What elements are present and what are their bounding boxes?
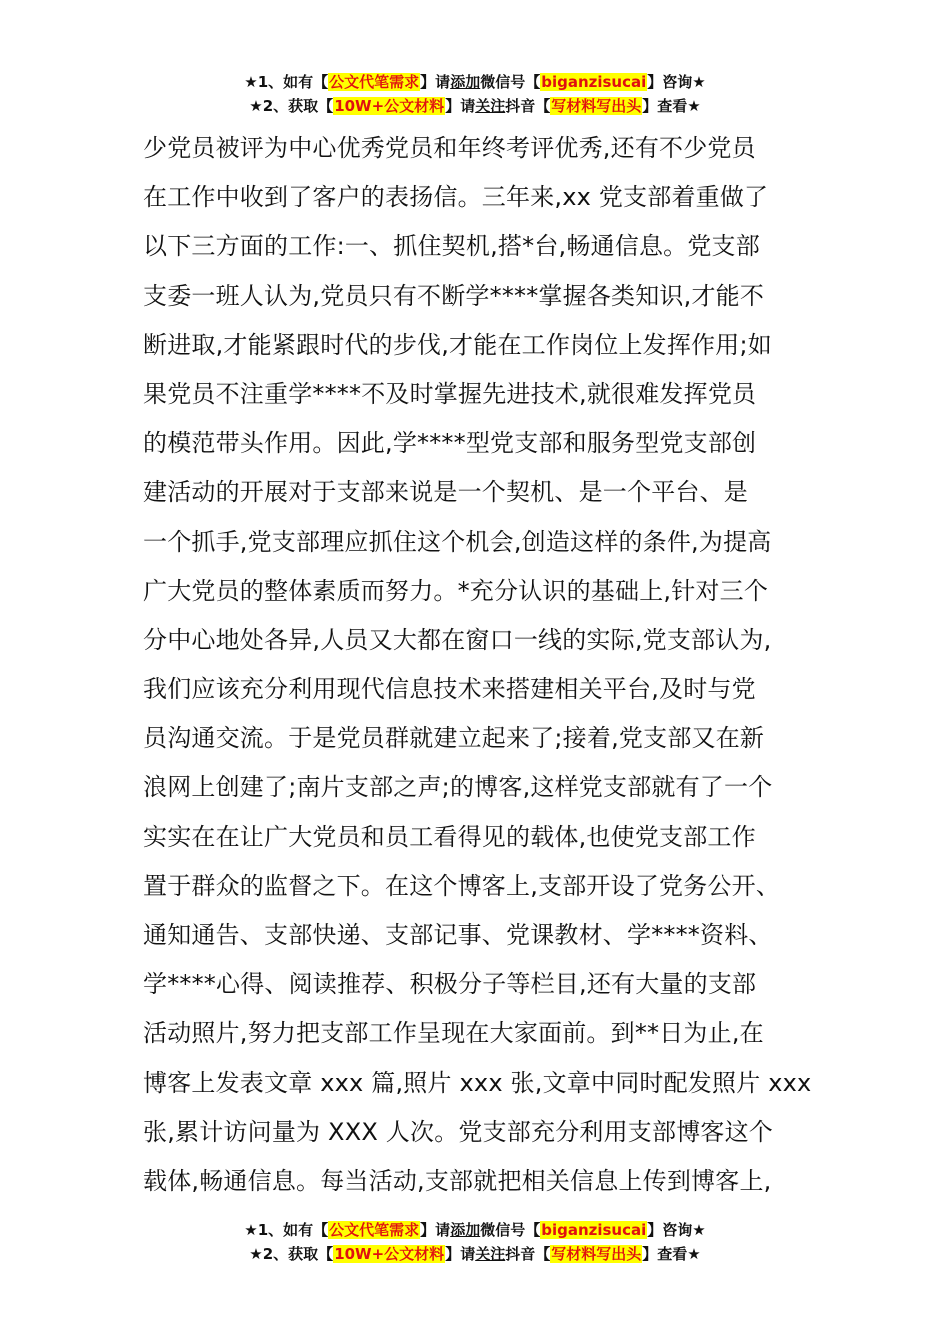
banner-text: 】咨询★ bbox=[647, 1221, 706, 1239]
body-line: 我们应该充分利用现代信息技术来搭建相关平台,及时与党 bbox=[143, 675, 756, 704]
banner-text: 抖音【 bbox=[505, 97, 551, 115]
highlight-douyin-account: 写材料写出头 bbox=[551, 97, 642, 115]
banner-text: ★1、如有【 bbox=[244, 73, 329, 91]
body-line: 载体,畅通信息。每当活动,支部就把相关信息上传到博客上, bbox=[143, 1166, 772, 1195]
body-line: 活动照片,努力把支部工作呈现在大家面前。到**日为止,在 bbox=[143, 1019, 764, 1048]
header-banner-line-1 bbox=[0, 70, 950, 94]
body-line: 通知通告、支部快递、支部记事、党课教材、学****资料、 bbox=[143, 921, 773, 949]
body-line: 员沟通交流。于是党员群就建立起来了;接着,党支部又在新 bbox=[143, 724, 765, 753]
banner-underlined-text: 添加 bbox=[450, 73, 481, 91]
highlight-service: 公文代笔需求 bbox=[329, 1221, 420, 1239]
banner-underlined-text: 关注 bbox=[475, 1245, 506, 1263]
banner-text: 】请 bbox=[420, 73, 451, 91]
banner-text: 微信号【 bbox=[480, 1221, 541, 1239]
body-line: 分中心地处各异,人员又大都在窗口一线的实际,党支部认为, bbox=[143, 625, 772, 654]
banner-text: 抖音【 bbox=[505, 1245, 551, 1263]
body-line: 支委一班人认为,党员只有不断学****掌握各类知识,才能不 bbox=[143, 281, 765, 310]
highlight-service: 公文代笔需求 bbox=[329, 73, 420, 91]
body-line: 的模范带头作用。因此,学****型党支部和服务型党支部创 bbox=[143, 429, 757, 458]
body-line: 张,累计访问量为 XXX 人次。党支部充分利用支部博客这个 bbox=[143, 1117, 774, 1146]
banner-text: ★2、获取【 bbox=[249, 97, 334, 115]
body-line: 实实在在让广大党员和员工看得见的载体,也使党支部工作 bbox=[143, 822, 756, 851]
body-line: 浪网上创建了;南片支部之声;的博客,这样党支部就有了一个 bbox=[143, 773, 773, 802]
body-line: 置于群众的监督之下。在这个博客上,支部开设了党务公开、 bbox=[143, 871, 781, 900]
highlight-wechat-id: biganzisucai bbox=[541, 1221, 647, 1239]
banner-text: 】请 bbox=[445, 1245, 476, 1263]
highlight-douyin-account: 写材料写出头 bbox=[551, 1245, 642, 1263]
highlight-materials: 10W+公文材料 bbox=[334, 97, 445, 115]
footer-banner bbox=[0, 1218, 950, 1266]
document-body bbox=[143, 124, 823, 1206]
body-line: 博客上发表文章 xxx 篇,照片 xxx 张,文章中同时配发照片 xxx bbox=[143, 1068, 812, 1097]
footer-banner-line-2 bbox=[0, 1242, 950, 1266]
banner-text: ★2、获取【 bbox=[249, 1245, 334, 1263]
banner-text: 】查看★ bbox=[642, 97, 701, 115]
banner-text: 】请 bbox=[420, 1221, 451, 1239]
banner-text: ★1、如有【 bbox=[244, 1221, 329, 1239]
body-line: 以下三方面的工作:一、抓住契机,搭*台,畅通信息。党支部 bbox=[143, 232, 760, 261]
body-line: 断进取,才能紧跟时代的步伐,才能在工作岗位上发挥作用;如 bbox=[143, 330, 772, 359]
banner-text: 微信号【 bbox=[480, 73, 541, 91]
body-line: 学****心得、阅读推荐、积极分子等栏目,还有大量的支部 bbox=[143, 970, 757, 999]
header-banner-line-2 bbox=[0, 94, 950, 118]
body-line: 果党员不注重学****不及时掌握先进技术,就很难发挥党员 bbox=[143, 379, 757, 408]
banner-text: 】请 bbox=[445, 97, 476, 115]
body-line: 少党员被评为中心优秀党员和年终考评优秀,还有不少党员 bbox=[143, 134, 756, 162]
banner-underlined-text: 添加 bbox=[450, 1221, 481, 1239]
body-line: 广大党员的整体素质而努力。*充分认识的基础上,针对三个 bbox=[143, 576, 769, 605]
footer-banner-line-1 bbox=[0, 1218, 950, 1242]
body-line: 在工作中收到了客户的表扬信。三年来,xx 党支部着重做了 bbox=[143, 183, 769, 212]
banner-underlined-text: 关注 bbox=[475, 97, 506, 115]
body-line: 一个抓手,党支部理应抓住这个机会,创造这样的条件,为提高 bbox=[143, 527, 772, 556]
highlight-wechat-id: biganzisucai bbox=[541, 73, 647, 91]
body-line: 建活动的开展对于支部来说是一个契机、是一个平台、是 bbox=[143, 478, 748, 507]
highlight-materials: 10W+公文材料 bbox=[334, 1245, 445, 1263]
header-banner bbox=[0, 70, 950, 118]
banner-text: 】咨询★ bbox=[647, 73, 706, 91]
banner-text: 】查看★ bbox=[642, 1245, 701, 1263]
